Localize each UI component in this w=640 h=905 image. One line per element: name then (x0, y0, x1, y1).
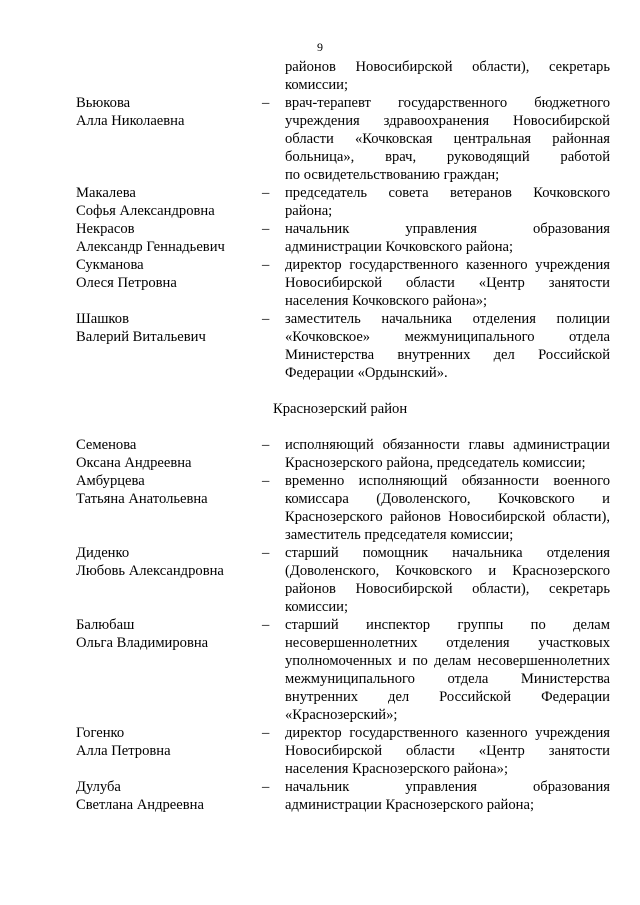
member-name (76, 310, 256, 346)
member-entry (0, 220, 640, 256)
role-line: Новосибирской области «Центр занятости (285, 743, 610, 759)
role-line: заместитель начальника отделения полиции (285, 311, 610, 327)
member-role (285, 544, 610, 616)
role-line: директор государственного казенного учреждения (285, 257, 610, 273)
member-surname: Некрасов (76, 221, 135, 237)
member-role (285, 310, 610, 382)
member-name (76, 94, 256, 130)
member-surname: Сукманова (76, 257, 144, 273)
role-line: комиссии; (285, 599, 349, 615)
member-role (285, 472, 610, 544)
member-given-names: Олеся Петровна (76, 275, 177, 291)
dash-separator: – (262, 257, 270, 273)
member-name (76, 472, 256, 508)
member-given-names: Любовь Александровна (76, 563, 224, 579)
member-given-names: Алла Петровна (76, 743, 171, 759)
role-line: старший инспектор группы по делам (285, 617, 610, 633)
role-line: учреждения здравоохранения Новосибирской (285, 113, 610, 129)
dash-separator: – (262, 617, 270, 633)
member-given-names: Александр Геннадьевич (76, 239, 225, 255)
role-line: населения Краснозерского района»; (285, 761, 509, 777)
role-line: районов Новосибирской области), секретарь (285, 581, 610, 597)
role-line: администрации Краснозерского района; (285, 797, 534, 813)
role-line: «Кочковское» межмуниципального отдела (285, 329, 610, 345)
member-given-names: Татьяна Анатольевна (76, 491, 208, 507)
dash-separator: – (262, 221, 270, 237)
role-line: начальник управления образования (285, 779, 610, 795)
member-name (76, 184, 256, 220)
member-entry (0, 616, 640, 724)
dash-separator: – (262, 95, 270, 111)
role-line: несовершеннолетних отделения участковых (285, 635, 610, 651)
member-given-names: Валерий Витальевич (76, 329, 206, 345)
member-entry (0, 436, 640, 472)
member-name (76, 544, 256, 580)
role-line: комиссара (Доволенского, Кочковского и (285, 491, 610, 507)
dash-separator: – (262, 185, 270, 201)
role-line: директор государственного казенного учреждения (285, 725, 610, 741)
member-name (76, 256, 256, 292)
role-line: Министерства внутренних дел Российской (285, 347, 610, 363)
member-entry (0, 256, 640, 310)
member-entry (0, 472, 640, 544)
member-entry (0, 58, 640, 94)
role-line: внутренних дел Российской Федерации (285, 689, 610, 705)
member-given-names: Ольга Владимировна (76, 635, 209, 651)
role-line: уполномоченных и по делам несовершеннолетних (285, 653, 610, 669)
member-surname: Балюбаш (76, 617, 135, 633)
role-line: Новосибирской области «Центр занятости (285, 275, 610, 291)
dash-separator: – (262, 725, 270, 741)
member-entry (0, 184, 640, 220)
member-name (76, 616, 256, 652)
role-line: Краснозерского районов Новосибирской области), (285, 509, 610, 525)
member-role (285, 778, 610, 814)
member-entry (0, 778, 640, 814)
member-role (285, 256, 610, 310)
member-name (76, 724, 256, 760)
role-line: больница», врач, руководящий работой (285, 149, 610, 165)
member-surname: Дулуба (76, 779, 121, 795)
role-line: врач-терапевт государственного бюджетного (285, 95, 610, 111)
member-surname: Гогенко (76, 725, 125, 741)
member-role (285, 58, 610, 94)
member-entry (0, 310, 640, 382)
member-role (285, 724, 610, 778)
member-name (76, 436, 256, 472)
krasnozersky-members-list (0, 436, 640, 814)
dash-separator: – (262, 779, 270, 795)
member-entry (0, 94, 640, 184)
member-role (285, 184, 610, 220)
member-surname: Амбурцева (76, 473, 145, 489)
member-entry (0, 544, 640, 616)
member-role (285, 616, 610, 724)
role-line: Краснозерского района, председатель комиссии; (285, 455, 586, 471)
member-name (76, 220, 256, 256)
member-surname: Вьюкова (76, 95, 131, 111)
member-surname: Макалева (76, 185, 136, 201)
section-heading: Краснозерский район (273, 401, 408, 417)
member-given-names: Оксана Андреевна (76, 455, 192, 471)
role-line: населения Кочковского района»; (285, 293, 488, 309)
role-line: (Доволенского, Кочковского и Краснозерского (285, 563, 610, 579)
role-line: председатель совета ветеранов Кочковского (285, 185, 610, 201)
role-line: заместитель председателя комиссии; (285, 527, 514, 543)
commission-list (0, 58, 640, 814)
role-line: межмуниципального отдела Министерства (285, 671, 610, 687)
member-entry (0, 724, 640, 778)
dash-separator: – (262, 437, 270, 453)
dash-separator: – (262, 311, 270, 327)
member-name (76, 778, 256, 814)
member-given-names: Светлана Андреевна (76, 797, 204, 813)
kochkovsky-members-list (0, 58, 640, 382)
role-line: старший помощник начальника отделения (285, 545, 610, 561)
dash-separator: – (262, 473, 270, 489)
role-line: администрации Кочковского района; (285, 239, 514, 255)
role-line: области «Кочковская центральная районная (285, 131, 610, 147)
role-line: «Краснозерский»; (285, 707, 398, 723)
member-surname: Семенова (76, 437, 137, 453)
member-surname: Шашков (76, 311, 129, 327)
role-line: Федерации «Ордынский». (285, 365, 448, 381)
role-line: временно исполняющий обязанности военного (285, 473, 610, 489)
member-given-names: Софья Александровна (76, 203, 215, 219)
member-role (285, 436, 610, 472)
member-surname: Диденко (76, 545, 130, 561)
role-line: районов Новосибирской области), секретарь (285, 59, 610, 75)
role-line: исполняющий обязанности главы администрации (285, 437, 610, 453)
role-line: района; (285, 203, 333, 219)
member-given-names: Алла Николаевна (76, 113, 185, 129)
member-role (285, 220, 610, 256)
dash-separator: – (262, 545, 270, 561)
page-number: 9 (317, 40, 323, 54)
member-role (285, 94, 610, 184)
role-line: комиссии; (285, 77, 349, 93)
role-line: начальник управления образования (285, 221, 610, 237)
role-line: по освидетельствованию граждан; (285, 167, 500, 183)
